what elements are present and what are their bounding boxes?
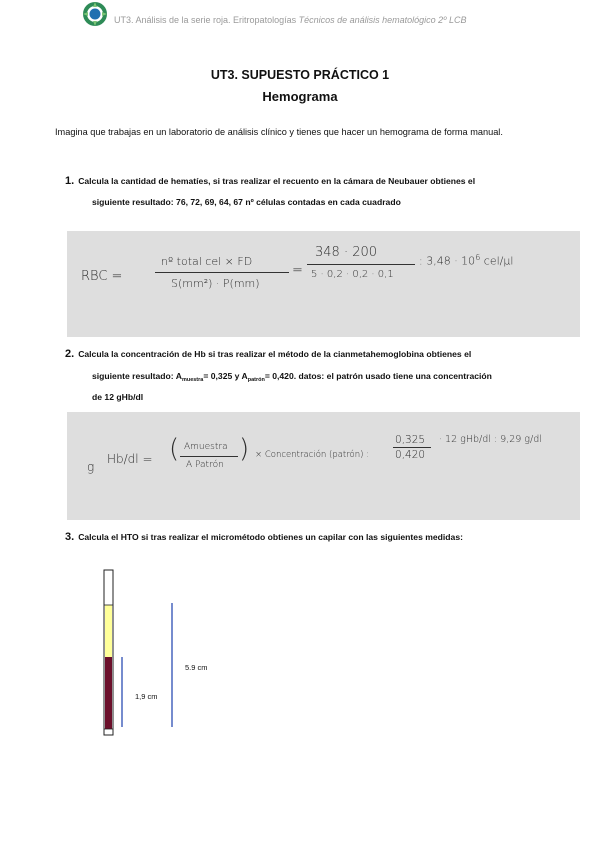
question-2-sub-patron: patrón xyxy=(247,377,265,383)
hw2-result: · 12 gHb/dl : 9,29 g/dl xyxy=(439,434,542,445)
hw1-result-unit: cel/µl xyxy=(483,254,514,268)
hw2-paren-close: ) xyxy=(239,434,250,464)
hw2-label: Hb/dl = xyxy=(107,452,153,466)
question-2-line-2-b: = 0,325 y A xyxy=(203,371,248,381)
question-2-line-2-a: siguiente resultado: A xyxy=(92,371,182,381)
intro-paragraph: Imagina que trabajas en un laboratorio de análisis clínico y tienes que hacer un hemograma de forma manual. xyxy=(55,127,503,137)
page-header xyxy=(80,0,580,40)
question-2-line-2-c: = 0,420. datos: el patrón usado tiene una concentración xyxy=(264,371,492,381)
hw1-den-right: 5 · 0,2 · 0,2 · 0,1 xyxy=(311,269,394,280)
handwritten-answer-2 xyxy=(67,412,580,520)
question-1-line-2: siguiente resultado: 76, 72, 69, 64, 67 nº células contadas en cada cuadrado xyxy=(92,197,401,207)
handwritten-answer-1 xyxy=(67,231,580,337)
hw2-fraction-bar-right xyxy=(393,447,431,448)
hw1-den-left: S(mm²) · P(mm) xyxy=(171,277,260,290)
hw2-den-left: A Patrón xyxy=(186,460,224,470)
page-subtitle: Hemograma xyxy=(262,89,338,104)
page-title: UT3. SUPUESTO PRÁCTICO 1 xyxy=(210,68,390,82)
hw1-eq: = xyxy=(292,263,303,278)
question-2-line-3: de 12 gHb/dl xyxy=(92,392,144,402)
hw2-num-right: 0,325 xyxy=(395,434,426,446)
question-3-line-1 xyxy=(65,527,555,548)
hw1-fraction-bar-left xyxy=(155,272,289,273)
hw1-num-right: 348 · 200 xyxy=(315,245,378,260)
hw1-result xyxy=(419,253,513,268)
capillary-red-label: 1,9 cm xyxy=(135,692,158,701)
hw2-num-left: Amuestra xyxy=(184,442,228,452)
hw2-paren-open: ( xyxy=(169,434,180,464)
hw2-prefix: g xyxy=(87,460,95,474)
question-3-text: Calcula el HTO si tras realizar el micrométodo obtienes un capilar con las siguientes medidas: xyxy=(78,532,463,542)
question-1-text: Calcula la cantidad de hematíes, si tras realizar el recuento en la cámara de Neubauer obtienes el xyxy=(78,176,476,186)
plasma-layer xyxy=(105,605,112,657)
question-2-line-1 xyxy=(65,344,555,365)
hw1-result-exp: 6 xyxy=(475,253,481,262)
header-italic: Técnicos de análisis hematológico 2º LCB xyxy=(298,15,467,25)
red-cell-layer xyxy=(105,657,112,729)
header-plain: UT3. Análisis de la serie roja. Eritropatologías xyxy=(114,15,299,25)
hw2-fraction-bar-left xyxy=(180,456,238,457)
question-3-number: 3. xyxy=(65,531,75,543)
capillary-total-label: 5.9 cm xyxy=(185,663,208,672)
question-1-number: 1. xyxy=(65,175,75,187)
question-2-sub-muestra: muestra xyxy=(181,377,204,383)
hw2-den-right: 0,420 xyxy=(395,449,426,461)
hw1-num-left: nº total cel × FD xyxy=(161,255,253,268)
logo-icon xyxy=(82,1,108,27)
question-2-text: Calcula la concentración de Hb si tras realizar el método de la cianmetahemoglobina obtienes el xyxy=(78,349,472,359)
hw1-fraction-bar-right xyxy=(307,264,415,265)
hw1-label: RBC = xyxy=(81,269,123,284)
hw2-mid: × Concentración (patrón) : xyxy=(255,450,370,460)
capillary-diagram xyxy=(95,565,225,740)
question-2-number: 2. xyxy=(65,348,75,360)
question-1-line-1 xyxy=(65,171,545,192)
hw1-result-base: : 3,48 · 10 xyxy=(419,254,476,268)
header-text xyxy=(114,15,466,25)
